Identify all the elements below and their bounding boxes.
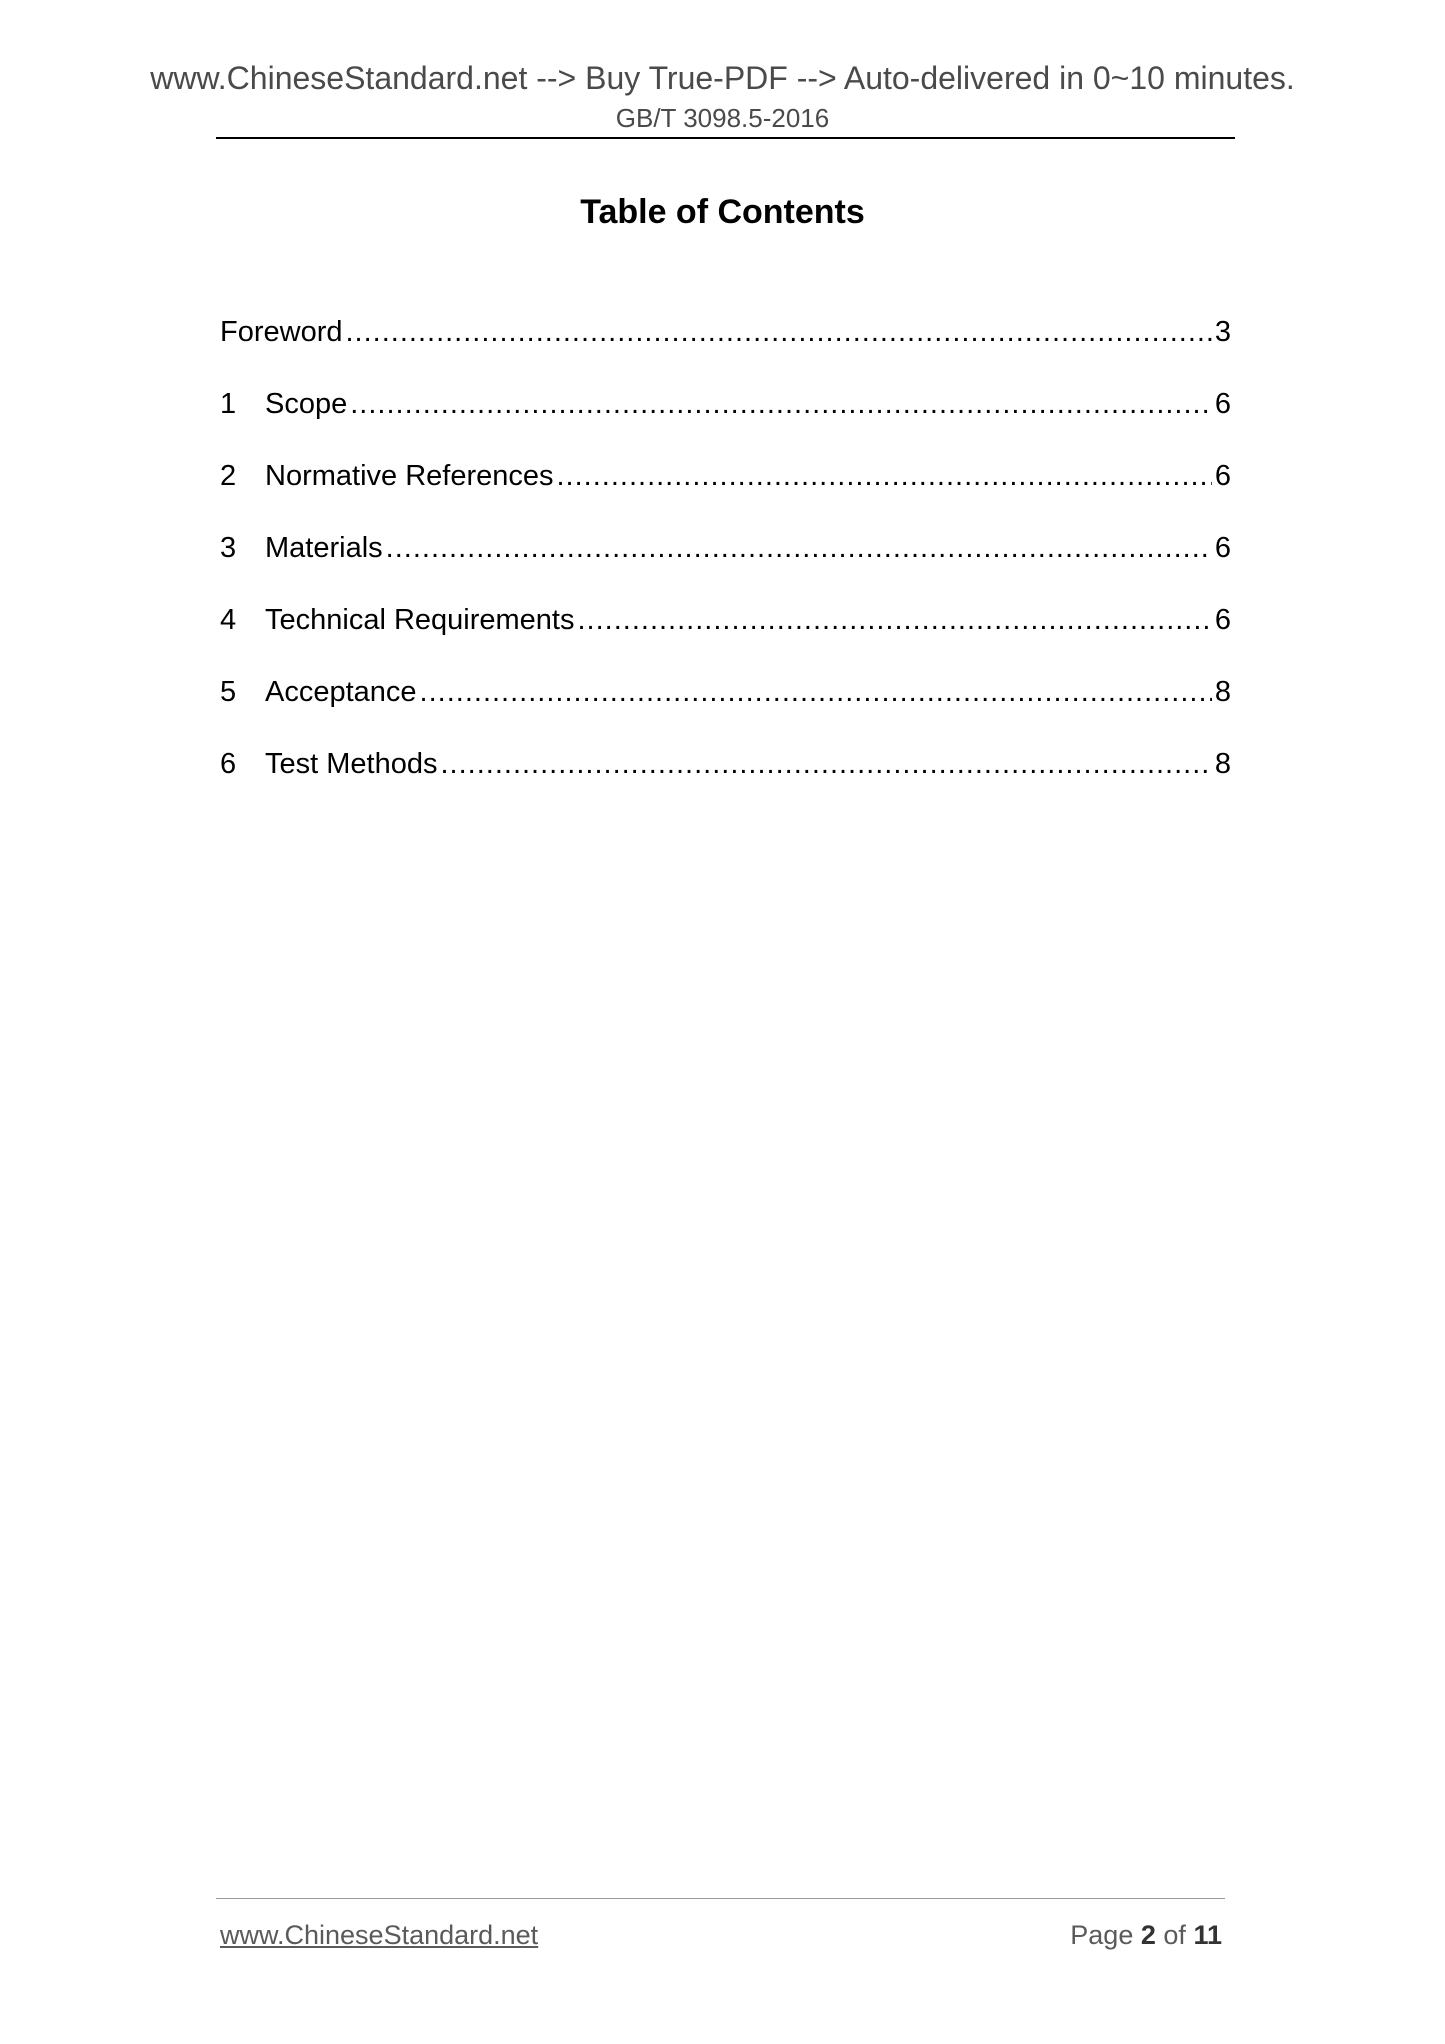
toc-dot-leader [346, 312, 1212, 352]
toc-entry-test-methods[interactable] [220, 744, 1231, 816]
toc-title: Table of Contents [580, 193, 865, 231]
toc-entry-foreword[interactable] [220, 312, 1231, 384]
footer-page-total: 11 [1193, 1920, 1222, 1950]
footer-page-of: of [1163, 1920, 1186, 1950]
toc-dot-leader [440, 744, 1211, 784]
toc-entry-scope[interactable] [220, 384, 1231, 456]
toc-entry-label: Technical Requirements [265, 604, 575, 636]
toc-entry-number: 5 [220, 676, 237, 708]
footer-page-indicator [1000, 1918, 1222, 1952]
toc-entry-label: Normative References [265, 460, 554, 492]
toc-dot-leader [577, 600, 1211, 640]
toc-entry-number: 2 [220, 460, 237, 492]
toc-entry-label: Foreword [220, 316, 343, 348]
toc-dot-leader [386, 528, 1212, 568]
toc-dot-leader [557, 456, 1212, 496]
header-banner: www.ChineseStandard.net --> Buy True-PDF --> Auto-delivered in 0~10 minutes. [150, 60, 1295, 96]
toc-entry-page: 8 [1214, 748, 1231, 780]
toc-entry-number: 1 [220, 388, 237, 420]
toc-entry-label: Acceptance [265, 676, 417, 708]
footer-page-current: 2 [1140, 1920, 1156, 1950]
toc-entry-label: Materials [265, 532, 383, 564]
footer-divider [216, 1898, 1225, 1899]
toc-dot-leader [420, 672, 1212, 712]
footer-website-link[interactable]: www.ChineseStandard.net [220, 1920, 539, 1950]
toc-entry-label: Test Methods [265, 748, 438, 780]
toc-entry-normative-references[interactable] [220, 456, 1231, 528]
toc-entry-number: 3 [220, 532, 237, 564]
toc-entry-number: 6 [220, 748, 237, 780]
header-divider [216, 137, 1235, 139]
toc-entry-page: 3 [1214, 316, 1231, 348]
toc-entry-materials[interactable] [220, 528, 1231, 600]
toc-entry-page: 6 [1214, 388, 1231, 420]
toc-entry-technical-requirements[interactable] [220, 600, 1231, 672]
toc-entry-number: 4 [220, 604, 237, 636]
toc-entry-label: Scope [265, 388, 348, 420]
toc-entry-page: 6 [1214, 460, 1231, 492]
document-code: GB/T 3098.5-2016 [615, 103, 830, 133]
toc-entry-acceptance[interactable] [220, 672, 1231, 744]
toc-entry-page: 6 [1214, 532, 1231, 564]
footer-page-word: Page [1070, 1920, 1134, 1950]
toc-dot-leader [350, 384, 1212, 424]
toc-entry-page: 6 [1214, 604, 1231, 636]
toc-entry-page: 8 [1214, 676, 1231, 708]
toc-list [220, 312, 1231, 816]
